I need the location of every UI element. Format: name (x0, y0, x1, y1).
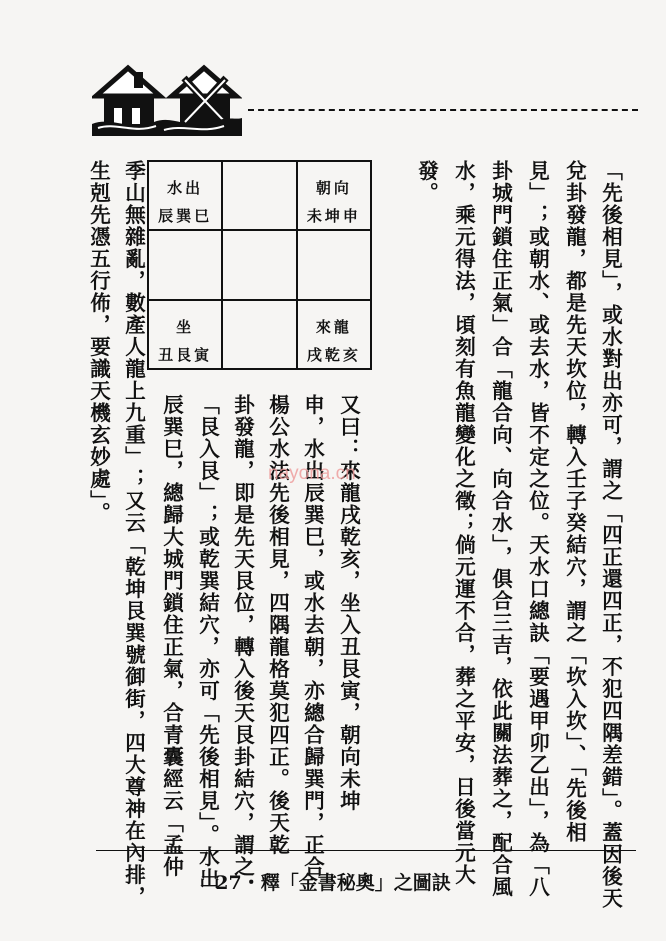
cell-top-center (222, 161, 296, 230)
page-footer: 27・釋「金書秘奧」之圖訣 (215, 872, 451, 894)
sitting-directions: 丑艮寅 (158, 345, 213, 364)
cell-center (222, 230, 296, 299)
text-column: 卦城門鎖住正氣」合「龍合向、向合水」，俱合三吉，依此關法葬之，配合風 (488, 160, 513, 898)
cell-top-left (148, 161, 222, 230)
text-column: 兌卦發龍，都是先天坎位，轉入壬子癸結穴，謂之「坎入坎」、「先後相 (562, 160, 587, 844)
cell-bottom-right (297, 300, 371, 369)
two-houses-logo-icon (92, 58, 242, 136)
footer-rule (96, 850, 636, 851)
incoming-dragon-directions: 戌乾亥 (306, 345, 361, 364)
cell-middle-right (297, 230, 371, 299)
watermark-text: nayona.cn (268, 463, 356, 484)
water-exit-directions: 辰巽巳 (158, 207, 213, 225)
incoming-dragon-label: 來龍 (315, 317, 352, 336)
cell-middle-left (148, 230, 222, 299)
text-column: 水，乘元得法，頃刻有魚龍變化之徵；倘元運不合，葬之平安，日後當元大 (451, 160, 476, 886)
text-column: 楊公水法先後相見，四隅龍格莫犯四正。後天乾 (265, 394, 290, 856)
text-column: 生剋先憑五行佈，要識天機玄妙處」。 (86, 160, 111, 524)
sitting-label: 坐 (176, 317, 195, 336)
cell-top-right (297, 161, 371, 230)
text-column: 季山無雜亂，數產人龍上九重」；又云「乾坤艮巽號御街，四大尊神在內排， (121, 160, 146, 908)
header-dashed-rule (248, 109, 638, 111)
text-column: 又曰：來龍戌乾亥，坐入丑艮寅，朝向未坤 (336, 394, 361, 812)
facing-label: 朝向 (315, 179, 352, 197)
text-column: 卦發龍，即是先天艮位，轉入後天艮卦結穴，謂之 (230, 394, 255, 878)
text-column: 見」；或朝水、或去水，皆不定之位。天水口總訣「要遇甲卯乙出」，為「八 (525, 160, 550, 898)
text-column: 申，水出辰巽巳，或水去朝，亦總合歸巽門，正合 (300, 394, 325, 878)
text-column: 「先後相見」，或水對出亦可，謂之「四正還四正，不犯四隅差錯」。蓋因後天 (598, 160, 623, 910)
facing-directions: 未坤申 (306, 207, 361, 225)
cell-bottom-center (222, 300, 296, 369)
text-column: 發。 (414, 160, 439, 204)
text-column: 辰巽巳，總歸大城門鎖住正氣，合青囊經云「孟仲 (159, 394, 184, 878)
water-exit-label: 水出 (167, 179, 204, 197)
compass-table (147, 160, 372, 370)
cell-bottom-left (148, 300, 222, 369)
text-column: 「艮入艮」；或乾巽結穴，亦可「先後相見」。水出 (195, 394, 220, 890)
